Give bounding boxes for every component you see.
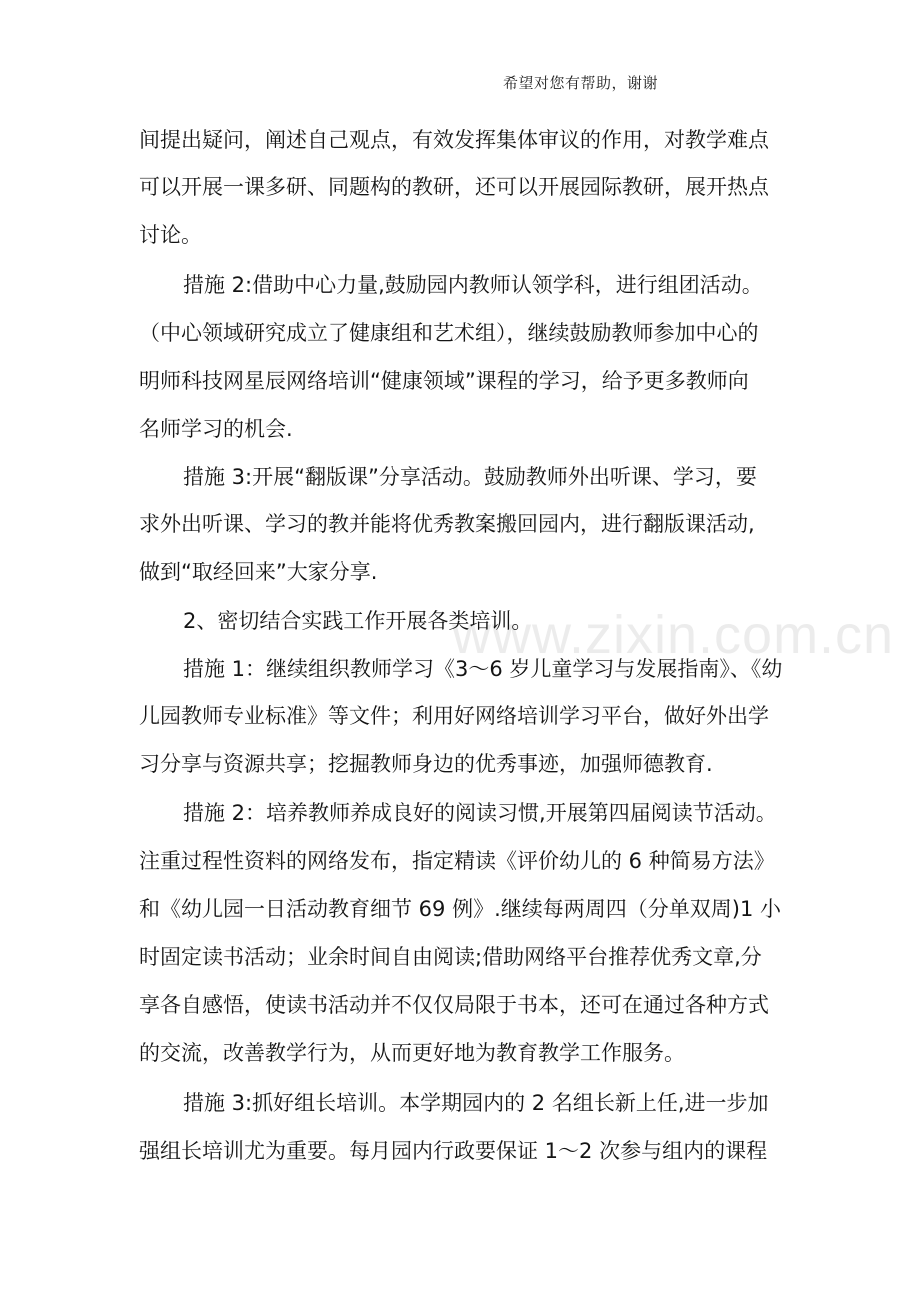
text-line: 做到“取经回来”大家分享. xyxy=(139,560,378,584)
text-line: 名师学习的机会. xyxy=(139,417,293,441)
text-line: 注重过程性资料的网络发布，指定精读《评价幼儿的 6 种简易方法》 xyxy=(139,849,775,873)
text-line: 习分享与资源共享；挖掘教师身边的优秀事迹，加强师德教育. xyxy=(139,752,713,776)
section-heading-line: 2、密切结合实践工作开展各类培训。 xyxy=(183,609,533,633)
text-line: 时固定读书活动；业余时间自由阅读;借助网络平台推荐优秀文章,分 xyxy=(139,945,762,969)
paragraph-start-line: 措施 3:抓好组长培训。本学期园内的 2 名组长新上任,进一步加 xyxy=(183,1091,769,1115)
text-line: 强组长培训尤为重要。每月园内行政要保证 1～2 次参与组内的课程 xyxy=(139,1139,768,1163)
text-line: 求外出听课、学习的教并能将优秀教案搬回园内，进行翻版课活动, xyxy=(139,512,755,536)
text-line: 的交流，改善教学行为，从而更好地为教育教学工作服务。 xyxy=(139,1041,685,1065)
text-line: 可以开展一课多研、同题构的教研，还可以开展园际教研，展开热点 xyxy=(139,175,769,199)
paragraph-start-line: 措施 1：继续组织教师学习《3～6 岁儿童学习与发展指南》、《幼 xyxy=(183,657,783,681)
text-line: （中心领域研究成立了健康组和艺术组），继续鼓励教师参加中心的 xyxy=(139,321,759,345)
header-note: 希望对您有帮助，谢谢 xyxy=(503,74,659,92)
text-line: 儿园教师专业标准》等文件；利用好网络培训学习平台，做好外出学 xyxy=(139,704,769,728)
text-line: 和《幼儿园一日活动教育细节 69 例》.继续每两周四（分单双周)1 小 xyxy=(139,897,781,921)
paragraph-start-line: 措施 2：培养教师养成良好的阅读习惯,开展第四届阅读节活动。 xyxy=(183,801,777,825)
paragraph-start-line: 措施 3:开展“翻版课”分享活动。鼓励教师外出听课、学习，要 xyxy=(183,465,757,489)
text-line: 间提出疑问，阐述自己观点，有效发挥集体审议的作用，对教学难点 xyxy=(139,128,769,152)
paragraph-start-line: 措施 2:借助中心力量,鼓励园内教师认领学科，进行组团活动。 xyxy=(183,273,763,297)
text-line: 享各自感悟，使读书活动并不仅仅局限于书本，还可在通过各种方式 xyxy=(139,993,769,1017)
text-line: 明师科技网星辰网络培训“健康领域”课程的学习，给予更多教师向 xyxy=(139,369,749,393)
watermark: www.zixin.com.cn xyxy=(452,605,895,665)
text-line: 讨论。 xyxy=(139,223,202,247)
